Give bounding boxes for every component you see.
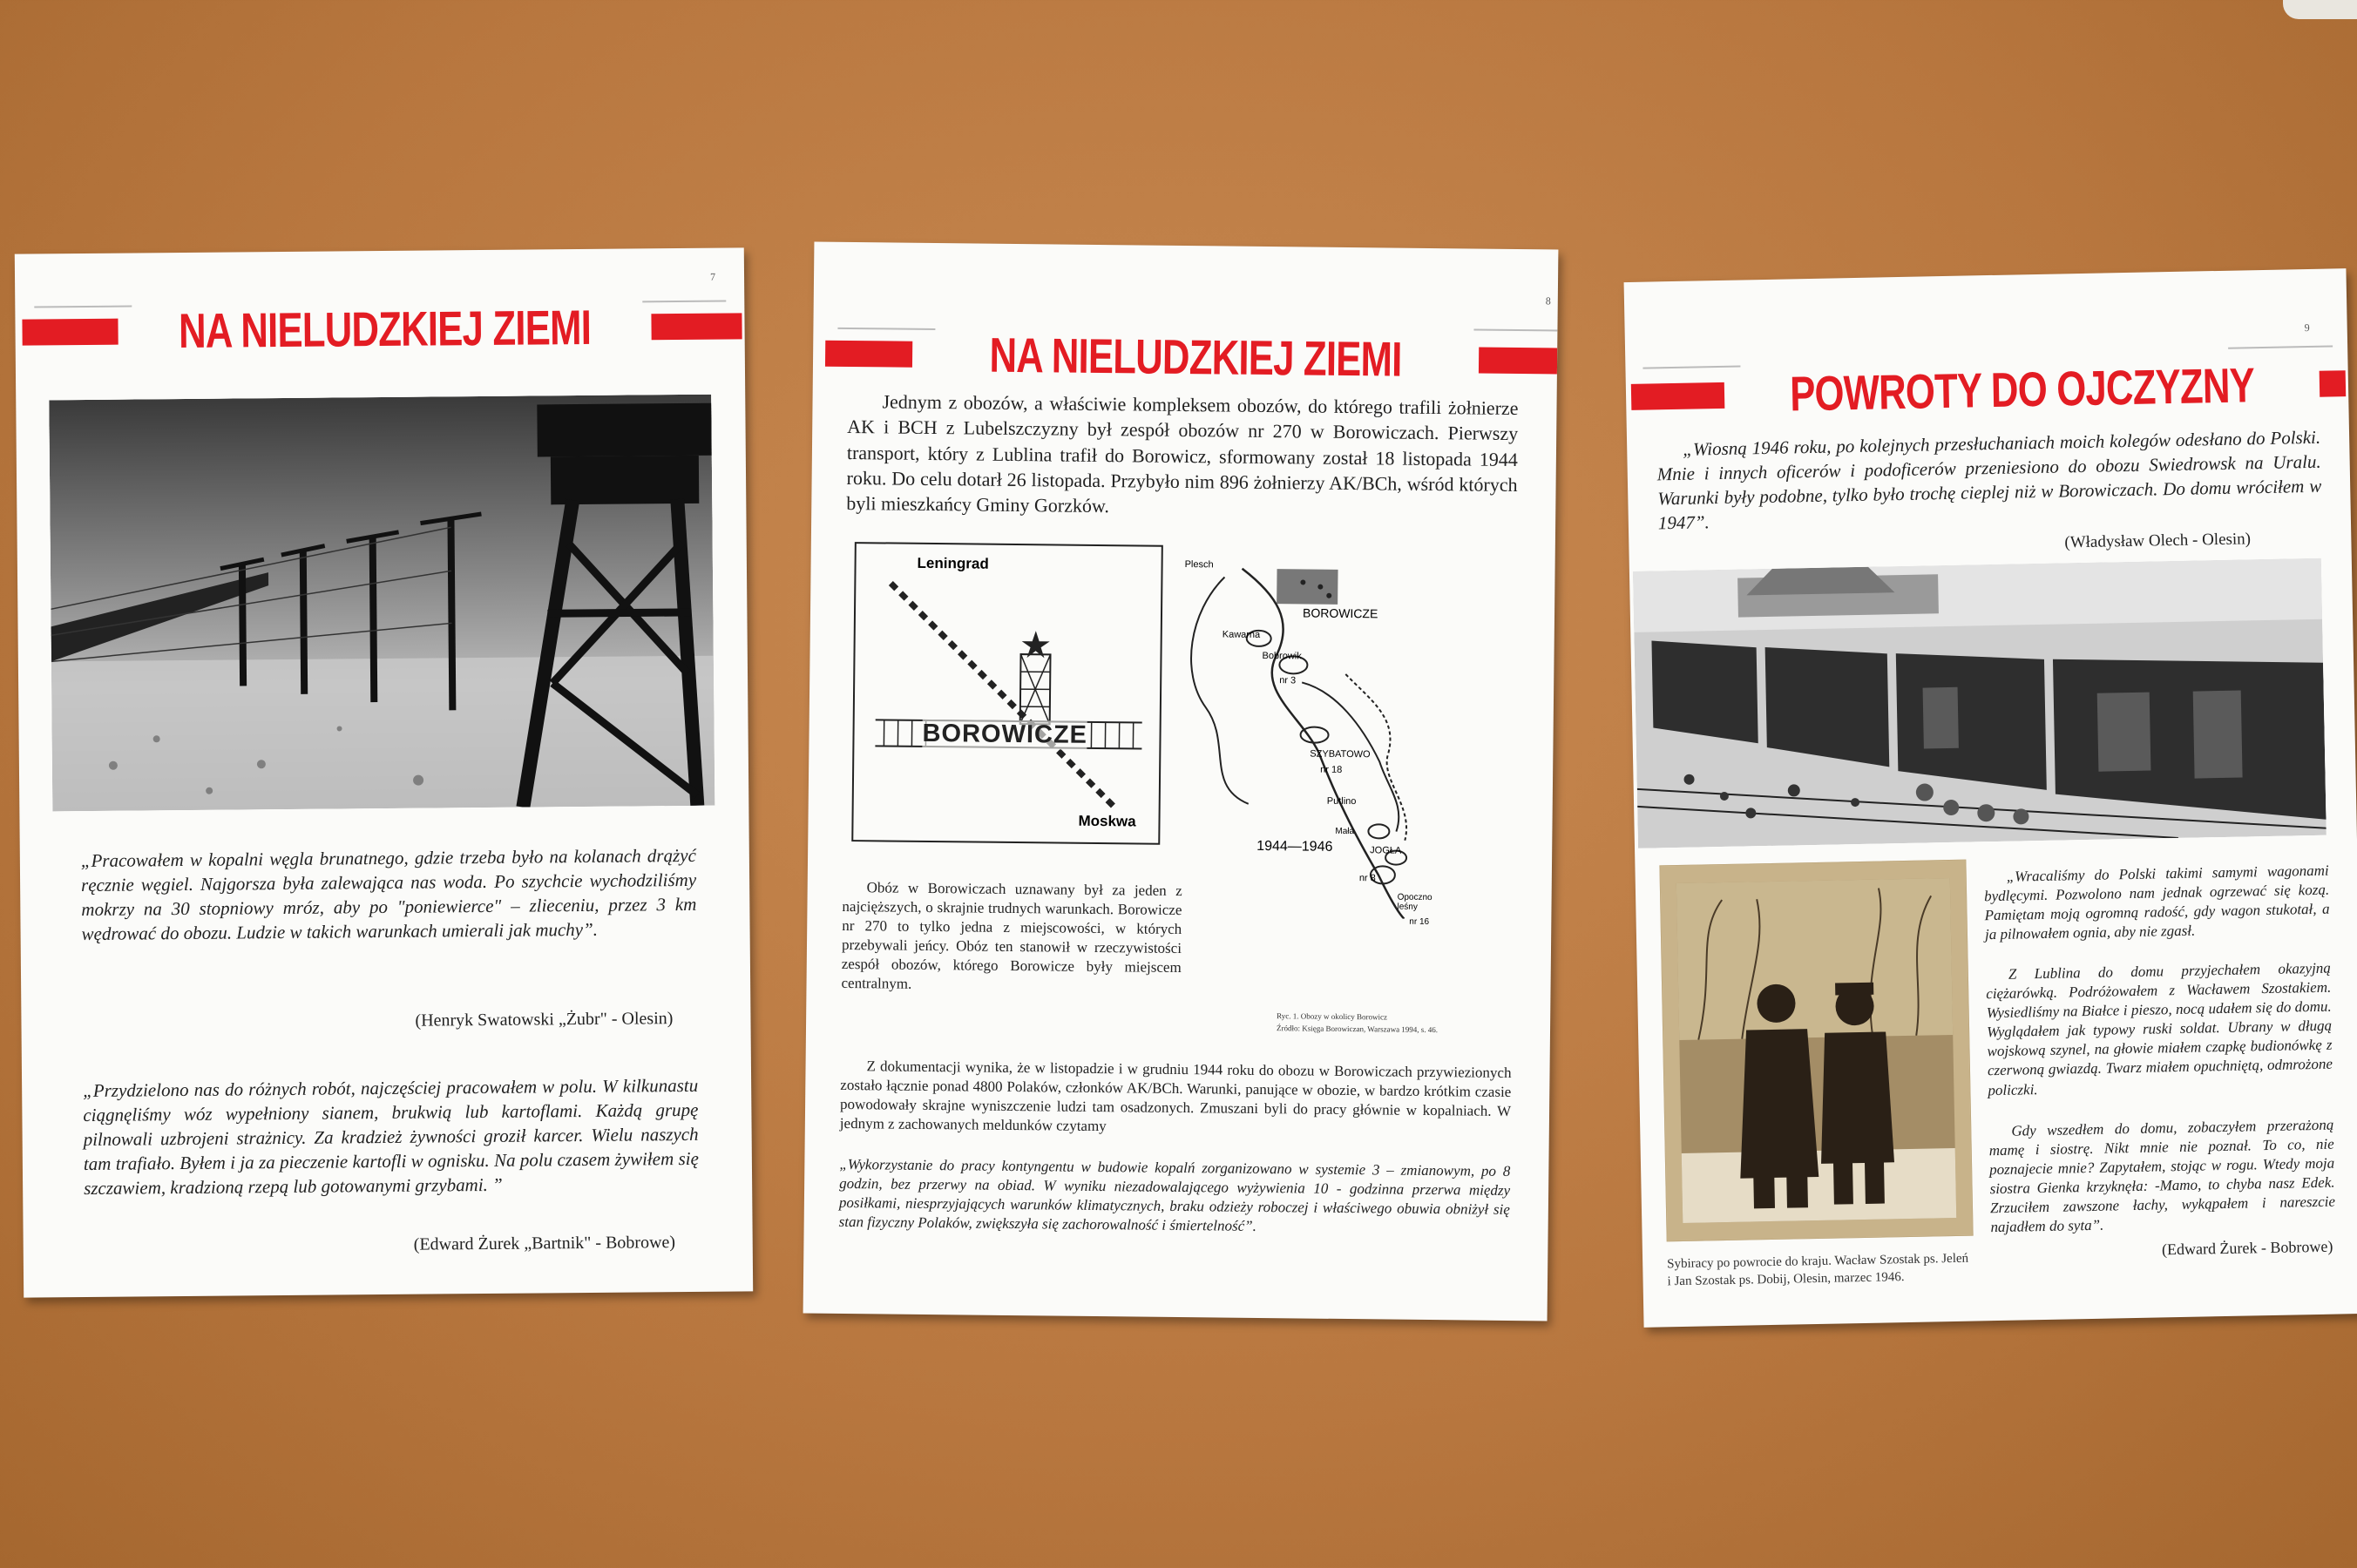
board-corner <box>2283 0 2357 19</box>
camp-watchtower-photo <box>49 395 715 812</box>
banner-bar-right <box>2319 370 2346 397</box>
map-label-moskwa: Moskwa <box>1078 812 1136 830</box>
attribution-swatowski: (Henryk Swatowski „Żubr" - Olesin) <box>415 1009 674 1031</box>
quote-zurek-return-2: Z Lublina do domu przyjechałem okazyjną ciężarówką. Podróżowałem z Wacławem Szostakiem. Wysiedliśmy na Białce i pieszo, nocą udałem się do domu. Wyglądałem jak typowy ruski soldat. Ubrany w długą wojskową szynel, na głowie miałem czapkę budionówkę z czerwoną gwiazdą. Twarz miałem opuchniętą, odmrożone policzki. <box>1986 959 2333 1098</box>
camp-label: Kawarna <box>1222 629 1261 640</box>
camp-label: nr 18 <box>1320 764 1343 775</box>
photo-caption: Sybiracy po powrocie do kraju. Wacław Szostak ps. Jeleń i Jan Szostak ps. Dobij, Olesin, marzec 1946. <box>1667 1251 1969 1289</box>
page-title: POWROTY DO OJCZYZNY <box>1789 357 2255 422</box>
camp-label: Bobrowik <box>1262 650 1302 662</box>
intro-paragraph: Jednym z obozów, a właściwie kompleksem obozów, do którego trafili żołnierze AK i BCH z Lubelszczyzny był zespół obozów nr 270 w Borowiczach. Pierwszy transport, który z Lublina trafił do Borowicz, sformowany został 18 listopada 1944 roku. Do celu dotarł 26 listopada. Przybyło nim 896 żołnierzy AK/BCh, wśród których byli mieszkańcy Gminy Gorzków. <box>846 390 1519 517</box>
poster-page-8 <box>803 242 1559 1321</box>
poster-page-9 <box>1624 268 2357 1328</box>
documentation-paragraph: Z dokumentacji wynika, że w listopadzie i w grudniu 1944 roku do obozu w Borowiczach przywiezionych zostało łącznie ponad 4800 Polaków, członków AK/BCh. Warunki, panujące w obozie, w bardzo krótkim czasie powodowały skrajne wyniszczenie ludzi tam osadzonych. Zmuszani byli do pracy głównie w kopalniach. W jednym z zachowanych meldunków czytamy <box>839 1058 1512 1135</box>
camp-label: nr 16 <box>1409 916 1430 927</box>
camp-label: Plesch <box>1184 559 1214 571</box>
camp-label: BOROWICZE <box>1302 605 1378 621</box>
attribution-zurek-bobrowe: (Edward Żurek - Bobrowe) <box>2161 1237 2333 1259</box>
report-quote: „Wykorzystanie do pracy kontyngentu w budowie kopalń zorganizowano w systemie 3 – zmianowym, po 8 godzin, bez przerwy na obiad. W wyniku niezadowalającego wyżywienia 10 - godzinna przerwa między posiłkami, niesprzyjających warunków klimatycznych, braku odzieży roboczej i właściwego obuwia obniżył się stan fizyczny Polaków, zwiększyła się zachorowalność i śmiertelność”. <box>838 1155 1511 1235</box>
attribution-zurek-bartnik: (Edward Żurek „Bartnik" - Bobrowe) <box>413 1233 676 1254</box>
freight-train-photo <box>1633 558 2327 848</box>
title-rule-left <box>1642 366 1740 369</box>
map-caption-title: Ryc. 1. Obozy w okolicy Borowicz <box>1277 1011 1388 1022</box>
quote-zurek-return-1: „Wracaliśmy do Polski takimi samymi wagonami bydlęcymi. Pozwolono nam jednak ogrzewać się kozą. Pamiętam moją ogromną radość, gdy wagon stukotał, a ja pilnowałem ognia, aby nie zgasł. <box>1983 862 2330 943</box>
camp-label: Putlino <box>1326 795 1357 808</box>
camp-label: Mała <box>1335 826 1355 837</box>
quote-zurek-return-3: Gdy wszedłem do domu, zobaczyłem przerażoną mamę i siostrę. Nikt mnie nie poznał. To co, nie poznajecie mnie? Zapytałem, stojąc w rogu. Wtedy moja siostra Gienka krzyknęła: -Mamo, to chyba nasz Edek. Zrzuciłem zawszone łachy, wykąpałem i nareszcie najadłem do syta”. <box>1988 1116 2336 1236</box>
camps-map <box>1168 542 1538 927</box>
map-caption-source: Źródło: Księga Borowiczan, Warszawa 1994, s. 46. <box>1276 1024 1439 1035</box>
quote-swatowski: „Pracowałem w kopalni węgla brunatnego, gdzie trzeba było na kolanach drążyć ręcznie węgiel. Najgorsza była zalewająca nas woda. Po szychcie wychodziliśmy mokrzy na 30 stopniowy mróz, aby po "poniewierce" – zlieceniu, przez 3 km wędrować do obozu. Ludzie w takich warunkach umierali jak muchy”. <box>80 844 697 944</box>
map-label-borowicze: BOROWICZE <box>922 719 1088 749</box>
sybiracy-photo <box>1659 860 1973 1242</box>
camp-description: Obóz w Borowiczach uznawany był za jeden z najcięższych, o skrajnie trudnych warunkach. Borowicze nr 270 to tylko jedna z miejscowości, w których przebywali jeńcy. Obóz ten stanowił w rzeczywistości zespół obozów, którego Borowicze były miejscem centralnym. <box>841 879 1182 993</box>
camp-label: Opoczno leśny <box>1397 892 1432 912</box>
camp-label: JOGŁA <box>1370 845 1402 856</box>
attribution-olech: (Władysław Olech - Olesin) <box>2064 530 2252 552</box>
camp-label: nr 3 <box>1279 675 1297 686</box>
route-map <box>851 542 1163 845</box>
banner-bar-right <box>1479 348 1557 375</box>
poster-page-7 <box>15 247 753 1297</box>
banner-bar-left <box>22 319 118 346</box>
camp-label: SZYBATOWO <box>1310 748 1371 760</box>
map-label-leningrad: Leningrad <box>917 554 989 572</box>
title-rule-right <box>2228 345 2333 348</box>
banner-bar-left <box>1631 382 1724 410</box>
quote-olech: „Wiosną 1946 roku, po kolejnych przesłuchaniach moich kolegów odesłano do Polski. Mnie i innych oficerów i podoficerów przeniesiono do obozu Swiedrowsk na Uralu. Warunki były podobne, tylko było trochę cieplej niż w Borowiczach. Do domu wróciłem w 1947”. <box>1656 426 2322 534</box>
banner-bar-right <box>651 313 742 340</box>
title-banner <box>1631 359 2347 422</box>
page-title: NA NIELUDZKIEJ ZIEMI <box>989 327 1402 387</box>
banner-bar-left <box>825 341 912 368</box>
map-years: 1944—1946 <box>1256 838 1333 855</box>
title-banner <box>825 329 1558 386</box>
quote-zurek-bartnik: „Przydzielono nas do różnych robót, najczęściej pracowałem w polu. W kilkunastu ciągnęliśmy wóz wypełniony sianem, brukwią lub kartoflami. Każdą grupę pilnowali uzbrojeni strażnicy. Za kradzież żywności groził karcer. Wielu naszych tam trafiało. Byłem i ja za pieczenie kartofli w ognisku. Na polu czasem żywiłem się szczawiem, kradzioną rzepą lub gotowanymi grzybami. ” <box>83 1074 699 1199</box>
page-number: 8 <box>1545 294 1551 308</box>
page-number: 9 <box>2304 321 2310 335</box>
title-banner <box>22 299 742 359</box>
page-title: NA NIELUDZKIEJ ZIEMI <box>178 299 592 359</box>
camp-label: nr 8 <box>1358 873 1376 884</box>
title-rule-right <box>1473 328 1557 331</box>
page-number: 7 <box>709 270 716 283</box>
